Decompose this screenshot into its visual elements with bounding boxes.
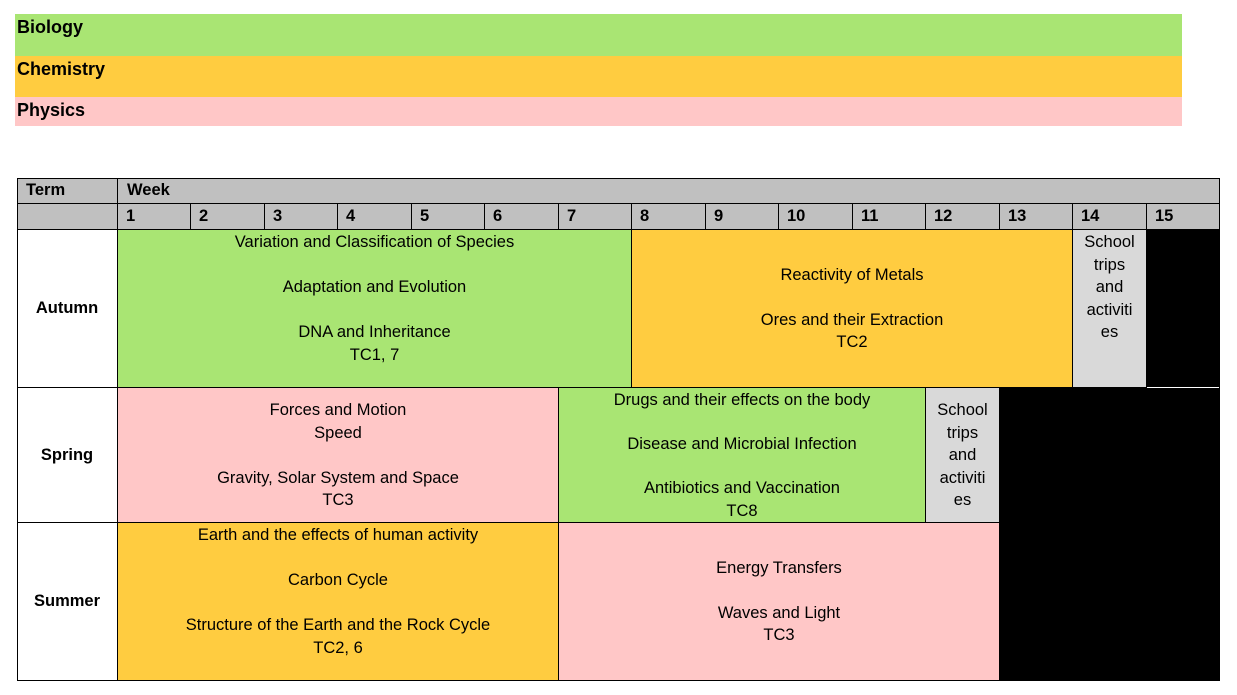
week-number: 15 [1147,204,1220,230]
topic-line: Drugs and their effects on the body [613,391,871,409]
week-number: 12 [926,204,1000,230]
topic-line: Waves and Light [717,603,841,622]
week-number: 11 [853,204,926,230]
topic-code: TC8 [726,501,758,520]
summer-physics-block [559,523,1000,681]
autumn-school-trips [1073,230,1147,388]
week-header: Week [118,178,1220,204]
term-header: Term [17,178,118,204]
topic-code: TC2, 6 [313,638,363,657]
topic-line: Reactivity of Metals [780,265,924,284]
week-number: 14 [1073,204,1147,230]
topic-code: TC2 [836,333,868,351]
autumn-biology-block [118,230,632,388]
topic-line: Speed [314,423,362,442]
legend-biology: Biology [15,14,1182,56]
week-number: 3 [265,204,338,230]
topic-line: Structure of the Earth and the Rock Cycle [185,616,491,634]
week-number: 2 [191,204,265,230]
unused-week-block [1147,230,1220,387]
trip-line: es [1100,323,1119,341]
topic-line: DNA and Inheritance [298,323,451,341]
topic-line: Earth and the effects of human activity [197,526,479,544]
term-header-blank [17,204,118,230]
week-number: 8 [632,204,706,230]
week-number: 1 [118,204,191,230]
topic-line: Antibiotics and Vaccination [644,479,840,497]
topic-code: TC3 [763,626,795,644]
trip-line: trips [946,423,979,442]
legend-chemistry: Chemistry [15,56,1182,97]
trip-line: and [948,446,977,464]
unused-week-block [1000,388,1220,681]
trip-line: activiti [939,468,986,487]
topic-line: Gravity, Solar System and Space [217,468,459,487]
trip-line: School [937,401,988,419]
week-number: 6 [485,204,559,230]
trip-line: trips [1093,255,1126,274]
term-spring: Spring [17,388,118,523]
legend-physics: Physics [15,97,1182,126]
topic-line: Variation and Classification of Species [234,233,515,251]
summer-chemistry-block [118,523,559,681]
topic-line: Forces and Motion [269,401,407,419]
topic-line: Energy Transfers [716,558,842,577]
topic-line: Ores and their Extraction [760,310,944,329]
topic-code: TC1, 7 [349,345,400,364]
trip-line: and [1095,278,1124,296]
week-number: 13 [1000,204,1073,230]
trip-line: School [1084,233,1135,251]
topic-line: Carbon Cycle [288,571,388,589]
trip-line: activiti [1086,300,1133,319]
week-number: 9 [706,204,779,230]
autumn-chemistry-block [632,230,1073,388]
spring-school-trips [926,388,1000,523]
curriculum-table [17,178,1220,681]
week-number: 5 [412,204,485,230]
week-number: 7 [559,204,632,230]
term-autumn: Autumn [17,230,118,388]
topic-code: TC3 [322,491,354,509]
spring-biology-block [559,388,926,523]
trip-line: es [953,491,972,509]
topic-line: Disease and Microbial Infection [627,435,857,453]
topic-line: Adaptation and Evolution [282,278,467,296]
week-number: 10 [779,204,853,230]
week-number: 4 [338,204,412,230]
spring-physics-block [118,388,559,523]
term-summer: Summer [17,523,118,681]
